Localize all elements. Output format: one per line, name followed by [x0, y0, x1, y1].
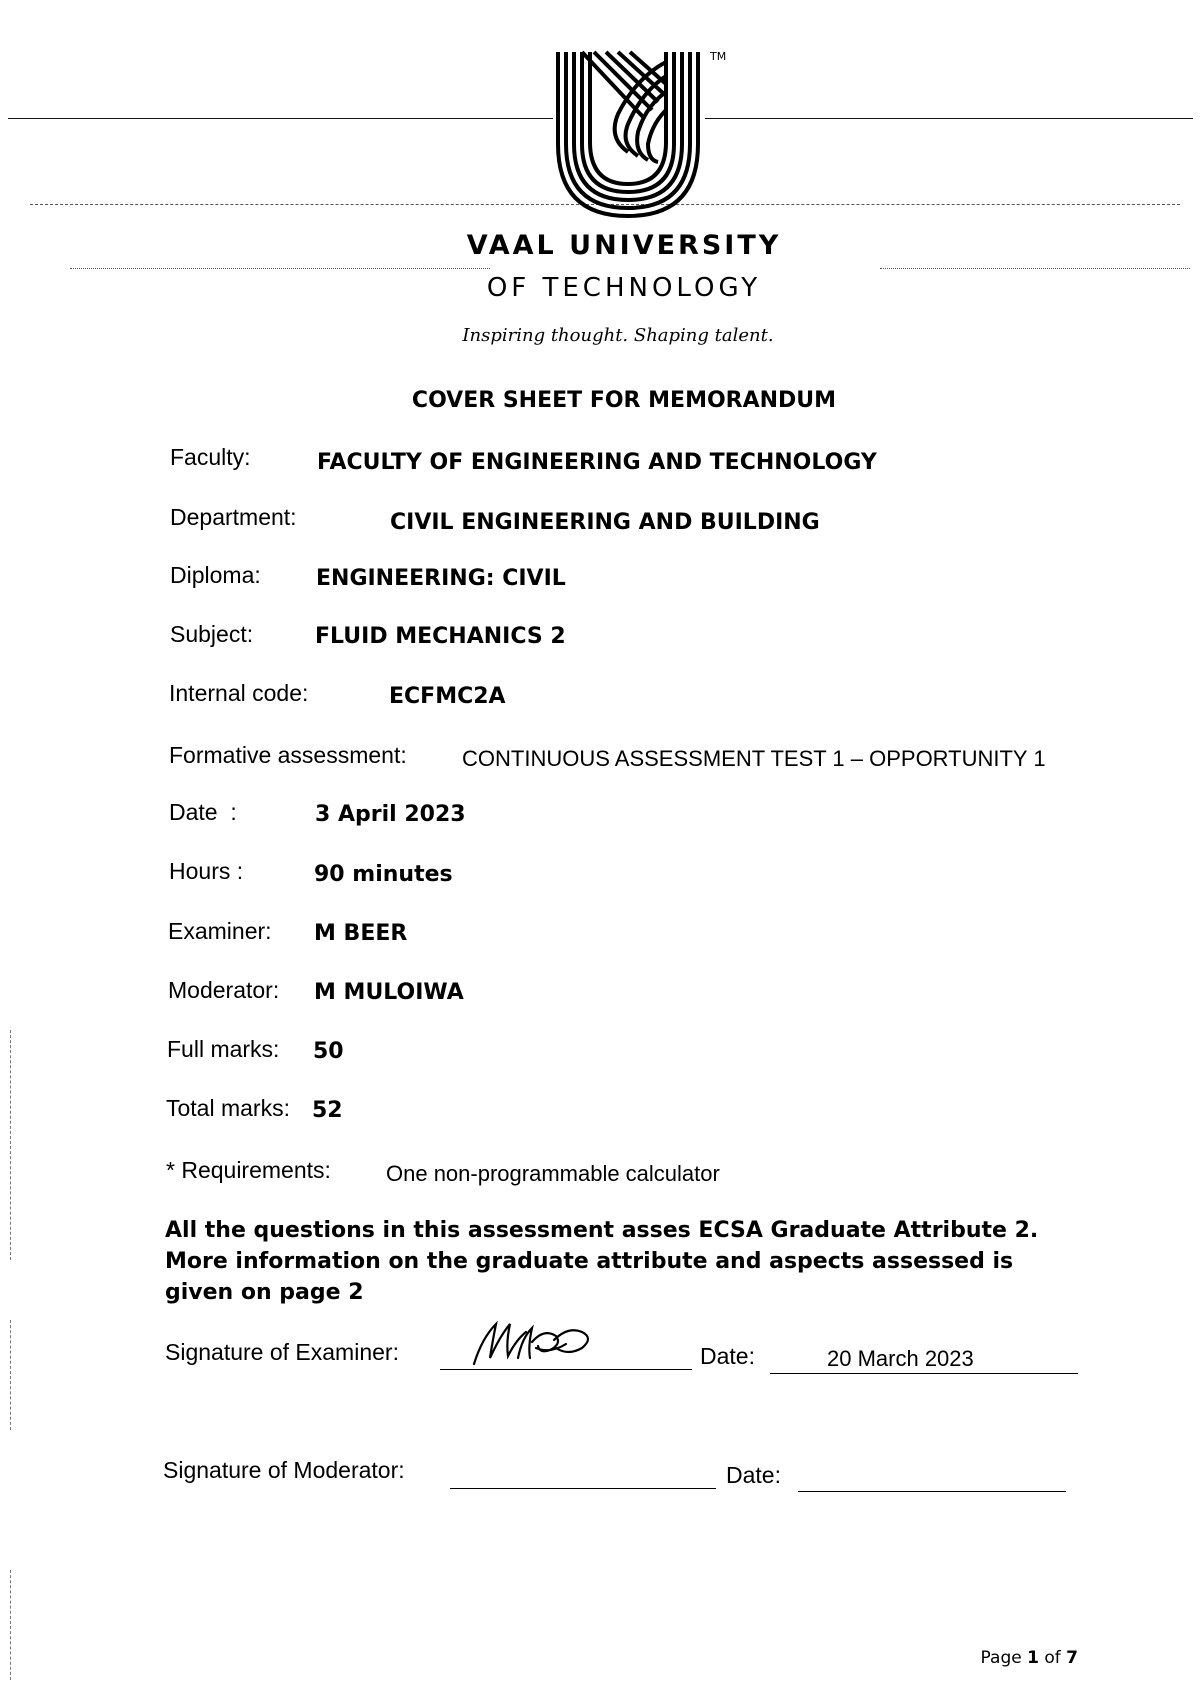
examiner-signature-label: Signature of Examiner:: [165, 1339, 399, 1365]
requirements-label: * Requirements:: [166, 1157, 331, 1183]
page-number: [981, 1648, 1078, 1668]
page-total: 7: [1066, 1648, 1078, 1668]
cover-sheet-title: COVER SHEET FOR MEMORANDUM: [411, 388, 837, 413]
examiner-date-value: 20 March 2023: [827, 1346, 974, 1371]
full-marks-label: Full marks:: [167, 1036, 280, 1062]
department-label: Department:: [170, 504, 297, 530]
date-value: 3 April 2023: [315, 802, 466, 827]
diploma-value: ENGINEERING: CIVIL: [316, 566, 566, 591]
moderator-date-line: [798, 1491, 1066, 1492]
moderator-date-label: Date:: [726, 1462, 781, 1488]
margin-mark-1: [10, 1030, 11, 1260]
formative-assessment-value: CONTINUOUS ASSESSMENT TEST 1 – OPPORTUNITY 1: [462, 746, 1046, 771]
faculty-label: Faculty:: [170, 444, 251, 470]
internal-code-value: ECFMC2A: [389, 684, 506, 709]
examiner-label: Examiner:: [168, 918, 272, 944]
formative-assessment-label: Formative assessment:: [169, 742, 407, 768]
subject-value: FLUID MECHANICS 2: [315, 624, 566, 649]
examiner-signature-line: [440, 1369, 692, 1370]
examiner-date-label: Date:: [700, 1343, 755, 1369]
university-logo: [548, 48, 708, 224]
page-current: 1: [1027, 1648, 1039, 1668]
university-subtitle: OF TECHNOLOGY: [486, 273, 762, 303]
page-prefix: Page: [980, 1648, 1022, 1668]
graduate-attribute-note: All the questions in this assessment asses ECSA Graduate Attribute 2. More information on the graduate attribute and aspects assessed is given on page 2: [165, 1218, 1039, 1305]
hours-label: Hours :: [169, 858, 244, 884]
header-rule-right: [705, 118, 1193, 119]
moderator-signature-label: Signature of Moderator:: [163, 1457, 405, 1483]
date-label: Date :: [169, 799, 237, 825]
requirements-value: One non-programmable calculator: [386, 1161, 720, 1186]
examiner-signature: [470, 1318, 600, 1368]
header-rule-left: [8, 118, 553, 119]
moderator-value: M MULOIWA: [314, 980, 464, 1005]
total-marks-value: 52: [312, 1098, 343, 1123]
faculty-value: FACULTY OF ENGINEERING AND TECHNOLOGY: [317, 450, 877, 475]
department-value: CIVIL ENGINEERING AND BUILDING: [390, 510, 820, 535]
examiner-value: M BEER: [314, 921, 408, 946]
internal-code-label: Internal code:: [169, 680, 309, 706]
scan-dotted-line-2: [70, 268, 490, 269]
total-marks-label: Total marks:: [166, 1095, 290, 1121]
margin-mark-3: [10, 1570, 11, 1680]
moderator-signature-line: [450, 1488, 716, 1489]
moderator-label: Moderator:: [168, 977, 280, 1003]
scan-dotted-line-3: [880, 268, 1190, 269]
trademark-mark: TM: [710, 50, 727, 63]
university-tagline: Inspiring thought. Shaping talent.: [462, 325, 774, 346]
margin-mark-2: [10, 1320, 11, 1430]
university-name: VAAL UNIVERSITY: [466, 230, 782, 261]
hours-value: 90 minutes: [314, 862, 453, 887]
diploma-label: Diploma:: [170, 562, 261, 588]
examiner-date-line: [770, 1373, 1078, 1374]
subject-label: Subject:: [170, 621, 254, 647]
full-marks-value: 50: [313, 1039, 344, 1064]
page-of: of: [1044, 1648, 1061, 1668]
